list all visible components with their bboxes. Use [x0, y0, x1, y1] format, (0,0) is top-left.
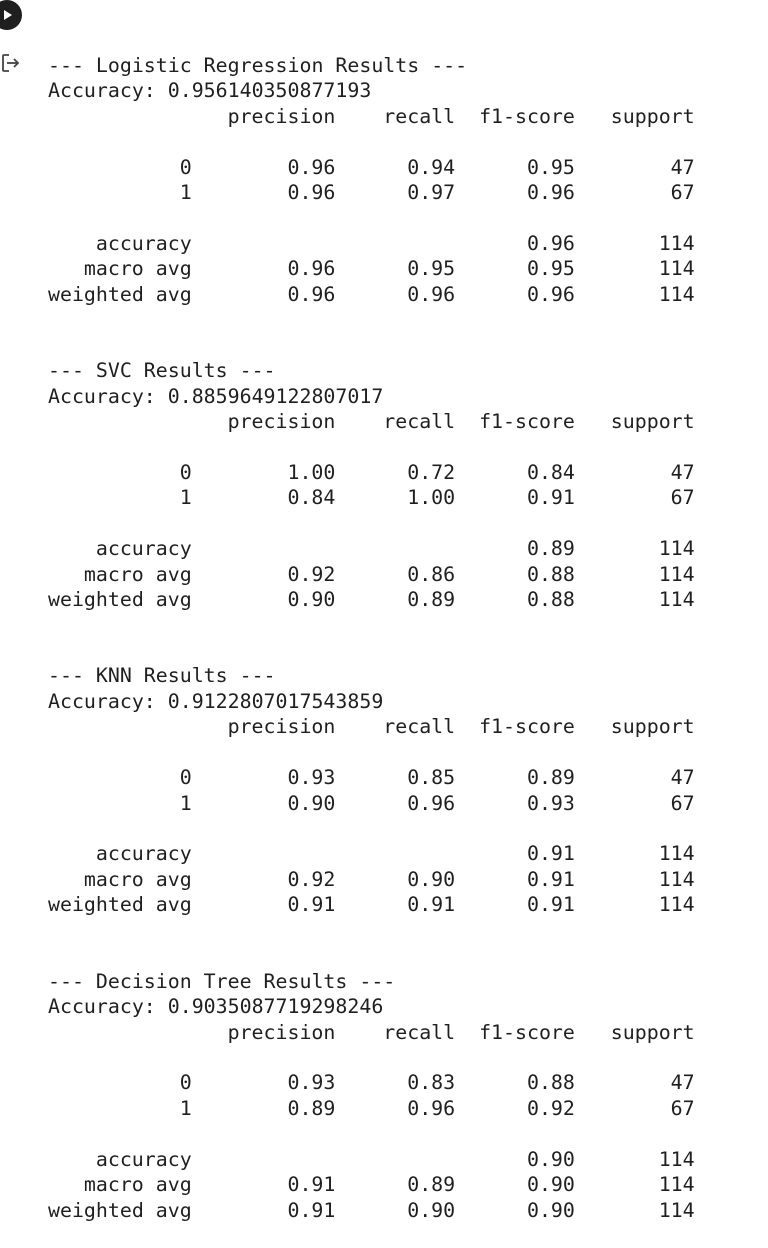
- recall-value: 1.00: [407, 486, 456, 510]
- recall-value: 0.90: [407, 1198, 456, 1222]
- precision-value: 0.91: [287, 1173, 336, 1197]
- recall-value: 0.96: [407, 791, 456, 815]
- row-label: 1: [179, 791, 192, 815]
- header-recall: recall: [383, 104, 456, 128]
- recall-value: 0.83: [407, 1071, 456, 1095]
- recall-value: 0.86: [407, 562, 456, 586]
- report-header: [48, 1020, 695, 1045]
- f1-score-value: 0.90: [526, 1198, 575, 1222]
- support-value: 114: [658, 257, 695, 281]
- support-value: 114: [658, 537, 695, 561]
- summary-row: [48, 587, 695, 612]
- precision-value: 0.96: [287, 257, 336, 281]
- header-support: support: [610, 1020, 695, 1044]
- row-label: accuracy: [95, 1147, 192, 1171]
- blank-line: [48, 638, 695, 663]
- f1-score-value: 0.89: [526, 537, 575, 561]
- report-header: [48, 104, 695, 129]
- summary-row: [48, 536, 695, 561]
- support-value: 47: [670, 766, 695, 790]
- row-label: macro avg: [83, 1173, 192, 1197]
- recall-value: 0.96: [407, 282, 456, 306]
- result-title: --- KNN Results ---: [48, 664, 276, 688]
- header-f1-score: f1-score: [479, 1020, 575, 1044]
- f1-score-value: 0.91: [526, 893, 575, 917]
- f1-score-value: 0.96: [526, 231, 575, 255]
- header-support: support: [610, 715, 695, 739]
- blank-line: [48, 434, 695, 459]
- accuracy-line: Accuracy: 0.9122807017543859: [48, 689, 384, 713]
- precision-value: 0.90: [287, 791, 336, 815]
- blank-line: [48, 129, 695, 154]
- result-block: [48, 53, 695, 307]
- blank-line: [48, 333, 695, 358]
- precision-value: 0.91: [287, 893, 336, 917]
- class-row: [48, 180, 695, 205]
- summary-row: [48, 231, 695, 256]
- header-recall: recall: [383, 1020, 456, 1044]
- support-value: 114: [658, 588, 695, 612]
- class-row: [48, 1096, 695, 1121]
- recall-value: 0.72: [407, 460, 456, 484]
- precision-value: 1.00: [287, 460, 336, 484]
- f1-score-value: 0.89: [526, 766, 575, 790]
- precision-value: 0.93: [287, 766, 336, 790]
- support-value: 114: [658, 1173, 695, 1197]
- run-cell-button[interactable]: [0, 0, 22, 30]
- recall-value: 0.95: [407, 257, 456, 281]
- summary-row: [48, 562, 695, 587]
- support-value: 67: [670, 1096, 695, 1120]
- support-value: 114: [658, 282, 695, 306]
- class-row: [48, 155, 695, 180]
- precision-value: 0.96: [287, 155, 336, 179]
- row-label: accuracy: [95, 842, 192, 866]
- header-recall: recall: [383, 715, 456, 739]
- f1-score-value: 0.96: [526, 282, 575, 306]
- f1-score-value: 0.90: [526, 1173, 575, 1197]
- recall-value: 0.90: [407, 867, 456, 891]
- recall-value: 0.89: [407, 1173, 456, 1197]
- f1-score-value: 0.95: [526, 257, 575, 281]
- class-row: [48, 765, 695, 790]
- blank-line: [48, 1045, 695, 1070]
- blank-line: [48, 918, 695, 943]
- report-header: [48, 409, 695, 434]
- row-label: 1: [179, 181, 192, 205]
- row-label: 1: [179, 1096, 192, 1120]
- f1-score-value: 0.88: [526, 1071, 575, 1095]
- support-value: 114: [658, 1198, 695, 1222]
- header-support: support: [610, 410, 695, 434]
- summary-row: [48, 256, 695, 281]
- f1-score-value: 0.90: [526, 1147, 575, 1171]
- precision-value: 0.89: [287, 1096, 336, 1120]
- header-precision: precision: [227, 410, 336, 434]
- row-label: weighted avg: [48, 893, 192, 917]
- blank-line: [48, 740, 695, 765]
- support-value: 47: [670, 155, 695, 179]
- f1-score-value: 0.95: [526, 155, 575, 179]
- class-row: [48, 460, 695, 485]
- row-label: 0: [179, 460, 192, 484]
- row-label: weighted avg: [48, 588, 192, 612]
- f1-score-value: 0.93: [526, 791, 575, 815]
- result-block: [48, 918, 695, 1223]
- recall-value: 0.97: [407, 181, 456, 205]
- support-value: 47: [670, 460, 695, 484]
- summary-row: [48, 1147, 695, 1172]
- precision-value: 0.96: [287, 282, 336, 306]
- result-block: [48, 307, 695, 612]
- cell-output: [48, 2, 695, 1248]
- blank-line: [48, 613, 695, 638]
- result-block: [48, 613, 695, 918]
- precision-value: 0.92: [287, 562, 336, 586]
- f1-score-value: 0.96: [526, 181, 575, 205]
- report-header: [48, 714, 695, 739]
- support-value: 114: [658, 231, 695, 255]
- blank-line: [48, 816, 695, 841]
- blank-line: [48, 307, 695, 332]
- f1-score-value: 0.91: [526, 842, 575, 866]
- f1-score-value: 0.88: [526, 562, 575, 586]
- header-precision: precision: [227, 715, 336, 739]
- recall-value: 0.96: [407, 1096, 456, 1120]
- header-support: support: [610, 104, 695, 128]
- header-f1-score: f1-score: [479, 410, 575, 434]
- recall-value: 0.94: [407, 155, 456, 179]
- f1-score-value: 0.92: [526, 1096, 575, 1120]
- class-row: [48, 485, 695, 510]
- precision-value: 0.90: [287, 588, 336, 612]
- row-label: accuracy: [95, 537, 192, 561]
- row-label: weighted avg: [48, 1198, 192, 1222]
- header-f1-score: f1-score: [479, 715, 575, 739]
- summary-row: [48, 841, 695, 866]
- blank-line: [48, 943, 695, 968]
- summary-row: [48, 1198, 695, 1223]
- support-value: 114: [658, 562, 695, 586]
- support-value: 67: [670, 791, 695, 815]
- result-title: --- Logistic Regression Results ---: [48, 53, 468, 77]
- row-label: macro avg: [83, 562, 192, 586]
- blank-line: [48, 511, 695, 536]
- precision-value: 0.84: [287, 486, 336, 510]
- row-label: accuracy: [95, 231, 192, 255]
- class-row: [48, 791, 695, 816]
- header-recall: recall: [383, 410, 456, 434]
- support-value: 67: [670, 181, 695, 205]
- precision-value: 0.91: [287, 1198, 336, 1222]
- recall-value: 0.91: [407, 893, 456, 917]
- result-title: --- Decision Tree Results ---: [48, 969, 396, 993]
- row-label: 0: [179, 1071, 192, 1095]
- header-precision: precision: [227, 104, 336, 128]
- class-row: [48, 1070, 695, 1095]
- support-value: 114: [658, 893, 695, 917]
- accuracy-line: Accuracy: 0.956140350877193: [48, 79, 372, 103]
- support-value: 114: [658, 1147, 695, 1171]
- precision-value: 0.93: [287, 1071, 336, 1095]
- result-title: --- SVC Results ---: [48, 359, 276, 383]
- support-value: 114: [658, 842, 695, 866]
- support-value: 47: [670, 1071, 695, 1095]
- summary-row: [48, 867, 695, 892]
- precision-value: 0.92: [287, 867, 336, 891]
- blank-line: [48, 206, 695, 231]
- summary-row: [48, 892, 695, 917]
- cell-gutter: [0, 0, 40, 1206]
- precision-value: 0.96: [287, 181, 336, 205]
- header-f1-score: f1-score: [479, 104, 575, 128]
- row-label: 0: [179, 766, 192, 790]
- header-precision: precision: [227, 1020, 336, 1044]
- f1-score-value: 0.91: [526, 486, 575, 510]
- play-circle-icon: [0, 8, 14, 22]
- f1-score-value: 0.88: [526, 588, 575, 612]
- blank-line: [48, 1121, 695, 1146]
- f1-score-value: 0.84: [526, 460, 575, 484]
- accuracy-line: Accuracy: 0.8859649122807017: [48, 384, 384, 408]
- recall-value: 0.85: [407, 766, 456, 790]
- f1-score-value: 0.91: [526, 867, 575, 891]
- recall-value: 0.89: [407, 588, 456, 612]
- row-label: macro avg: [83, 257, 192, 281]
- row-label: macro avg: [83, 867, 192, 891]
- row-label: 1: [179, 486, 192, 510]
- support-value: 114: [658, 867, 695, 891]
- row-label: weighted avg: [48, 282, 192, 306]
- summary-row: [48, 1172, 695, 1197]
- row-label: 0: [179, 155, 192, 179]
- output-redirect-icon[interactable]: [0, 52, 22, 74]
- support-value: 67: [670, 486, 695, 510]
- accuracy-line: Accuracy: 0.9035087719298246: [48, 995, 384, 1019]
- summary-row: [48, 282, 695, 307]
